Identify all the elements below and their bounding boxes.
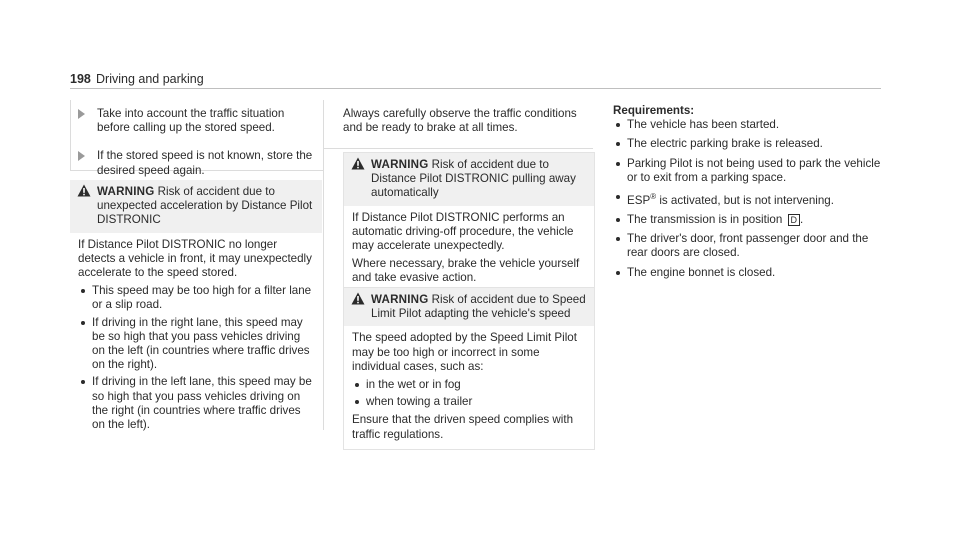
list-item: Parking Pilot is not being used to park the vehicle or to exit from a parking space. [613,157,881,185]
warning-box-distronic-pull-away [343,152,595,298]
warning-box-speed-limit-pilot [343,287,595,450]
requirements-list [613,118,881,280]
list-item: in the wet or in fog [352,378,586,392]
column-2 [343,107,593,135]
list-item [613,190,881,208]
esp-status-text: is activated, but is not intervening. [656,193,834,207]
warning-box-distronic-acceleration [70,180,322,443]
column-3-requirements [613,104,881,285]
list-item: The driver's door, front passenger door and the rear doors are closed. [613,232,881,260]
requirements-title: Requirements: [613,104,695,117]
list-item [613,213,881,227]
registered-mark: ® [650,192,657,202]
warning-label: WARNING [371,158,429,171]
warning-intro: The speed adopted by the Speed Limit Pilot may be too high or incorrect in some individual cases, such as: [352,331,577,373]
page-number: 198 [70,72,91,86]
warning-label: WARNING [371,293,429,306]
warning-header [70,180,322,233]
warning-intro: If Distance Pilot DISTRONIC no longer detects a vehicle in front, it may unexpectedly accelerate to the speed stored. [78,237,312,280]
column-2-intro: Always carefully observe the traffic conditions and be ready to brake at all times. [343,107,577,135]
warning-triangle-icon [77,184,91,197]
arrow-right-icon [78,109,85,119]
list-item: when towing a trailer [352,395,586,409]
warning-title: Risk of accident due to unexpected acceleration by Distance Pilot DISTRONIC [97,185,313,227]
header-rule [70,88,881,89]
list-item: The vehicle has been started. [613,118,881,132]
col1-right-border [323,100,324,430]
warning-label: WARNING [97,185,155,198]
warning-body [344,326,594,448]
warning-paragraph: If Distance Pilot DISTRONIC performs an automatic driving-off procedure, the vehicle may accelerate unexpectedly. [352,210,574,253]
warning-header [344,153,594,206]
col2-intro-bottom-border [323,148,593,149]
esp-label: ESP [627,193,651,207]
warning-paragraph: Where necessary, brake the vehicle yourself and take evasive action. [352,257,580,285]
warning-triangle-icon [351,292,365,305]
warning-bullet-list [78,284,314,432]
warning-bullet-list [352,378,586,409]
warning-triangle-icon [351,157,365,170]
list-item: If driving in the right lane, this speed may be so high that you pass vehicles driving on the left (in countries where traffic drives on the right). [78,316,314,373]
section-title: Driving and parking [96,72,204,86]
arrow-right-icon [78,151,85,161]
list-item: The engine bonnet is closed. [613,266,881,280]
list-item: If driving in the left lane, this speed may be so high that you pass vehicles driving on the right (in countries where traffic drives on the left). [78,375,314,432]
tip-text: If the stored speed is not known, store the desired speed again. [97,149,313,177]
tip-item [70,107,320,135]
gear-d-symbol: D [788,214,801,226]
warning-title: Risk of accident due to Speed Limit Pilot adapting the vehicle's speed [371,293,586,321]
warning-body [70,233,322,444]
warning-title: Risk of accident due to Distance Pilot DISTRONIC pulling away automatically [371,158,576,200]
list-item: The electric parking brake is released. [613,137,881,151]
tip-item [70,149,320,177]
transmission-text-end: . [800,213,804,227]
transmission-text: The transmission is in position [627,213,786,227]
warning-header [344,288,594,326]
tip-text: Take into account the traffic situation before calling up the stored speed. [97,107,285,135]
warning-body [344,206,594,297]
warning-outro: Ensure that the driven speed complies with traffic regulations. [352,413,574,441]
list-item: This speed may be too high for a filter lane or a slip road. [78,284,314,312]
page-header [70,70,881,88]
